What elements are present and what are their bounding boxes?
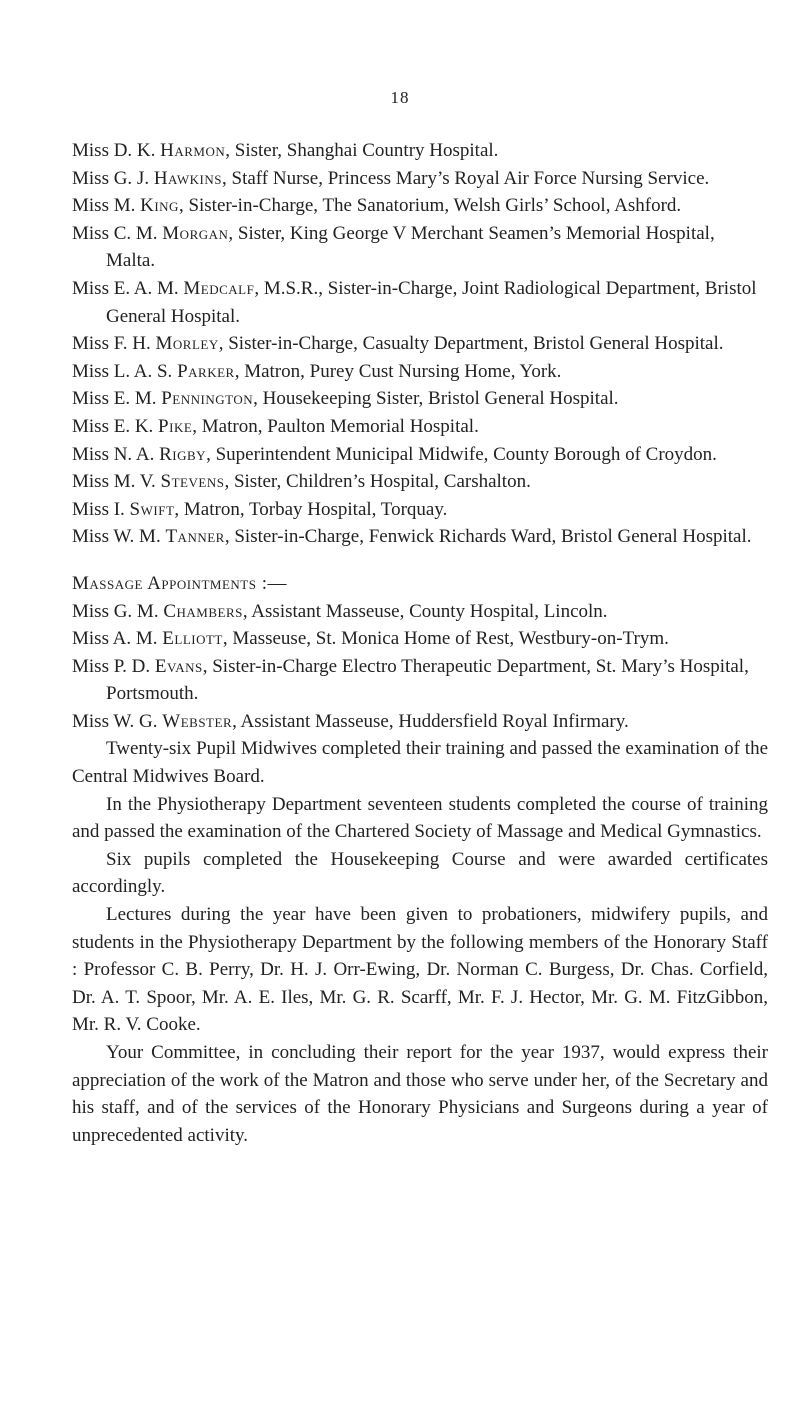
page-number: 18 <box>390 88 410 107</box>
massage-appointments-list <box>72 598 768 736</box>
appointment-entry: Miss C. M. Morgan, Sister, King George V Merchant Seamen’s Memorial Hospital, Malta. <box>72 222 715 272</box>
appointment-entry: Miss F. H. Morley, Sister-in-Charge, Casualty Department, Bristol General Hospital. <box>72 333 724 355</box>
paragraph-midwives: Twenty-six Pupil Midwives completed their training and passed the examination of the Central Midwives Board. <box>72 738 768 788</box>
appointments-list <box>72 137 768 551</box>
massage-appointment-entry: Miss G. M. Chambers, Assistant Masseuse, County Hospital, Lincoln. <box>72 600 608 622</box>
paragraph-physiotherapy: In the Physiotherapy Department seventeen students completed the course of training and passed the examination of the Chartered Society of Massage and Medical Gymnastics. <box>72 793 768 843</box>
appointment-entry: Miss D. K. Harmon, Sister, Shanghai Country Hospital. <box>72 140 499 161</box>
massage-appointment-entry: Miss W. G. Webster, Assistant Masseuse, Huddersfield Royal Infirmary. <box>72 710 629 732</box>
appointment-entry: Miss M. King, Sister-in-Charge, The Sanatorium, Welsh Girls’ School, Ashford. <box>72 195 682 217</box>
paragraph-housekeeping: Six pupils completed the Housekeeping Course and were awarded certificates accordingly. <box>72 848 768 898</box>
paragraph-committee: Your Committee, in concluding their report for the year 1937, would express their appreciation of the work of the Matron and those who serve under her, of the Secretary and his staff, and of the services of the Honorary Physicians and Surgeons during a year of unprecedented activity. <box>72 1042 768 1146</box>
appointment-entry: Miss G. J. Hawkins, Staff Nurse, Princess Mary’s Royal Air Force Nursing Service. <box>72 167 710 189</box>
appointment-entry: Miss I. Swift, Matron, Torbay Hospital, Torquay. <box>72 498 448 520</box>
massage-appointment-entry: Miss P. D. Evans, Sister-in-Charge Electro Therapeutic Department, St. Mary’s Hospital, Portsmouth. <box>72 655 749 705</box>
appointment-entry: Miss E. M. Pennington, Housekeeping Sister, Bristol General Hospital. <box>72 388 619 410</box>
massage-appointments-heading: Massage Appointments :— <box>72 572 287 594</box>
appointment-entry: Miss W. M. Tanner, Sister-in-Charge, Fenwick Richards Ward, Bristol General Hospital. <box>72 526 752 548</box>
paragraph-lectures: Lectures during the year have been given to probationers, midwifery pupils, and students in the Physiotherapy Department by the following members of the Honorary Staff : Professor C. B. Perry, Dr. H. J. Orr-Ewing, Dr. Norman C. Burgess, Dr. Chas. Corfield, Dr. A. T. Spoor, Mr. A. E. Iles, Mr. G. R. Scarff, Mr. F. J. Hector, Mr. G. M. FitzGibbon, Mr. R. V. Cooke. <box>72 904 768 1036</box>
appointment-entry: Miss N. A. Rigby, Superintendent Municipal Midwife, County Borough of Croydon. <box>72 443 717 465</box>
massage-appointment-entry: Miss A. M. Elliott, Masseuse, St. Monica Home of Rest, Westbury-on-Trym. <box>72 628 669 650</box>
appointment-entry: Miss L. A. S. Parker, Matron, Purey Cust Nursing Home, York. <box>72 360 562 382</box>
report-paragraphs <box>72 735 768 1149</box>
appointment-entry: Miss E. K. Pike, Matron, Paulton Memorial Hospital. <box>72 415 479 437</box>
appointment-entry: Miss E. A. M. Medcalf, M.S.R., Sister-in-Charge, Joint Radiological Department, Bristol General Hospital. <box>72 277 757 327</box>
appointment-entry: Miss M. V. Stevens, Sister, Children’s Hospital, Carshalton. <box>72 471 531 493</box>
report-body <box>72 137 768 1149</box>
